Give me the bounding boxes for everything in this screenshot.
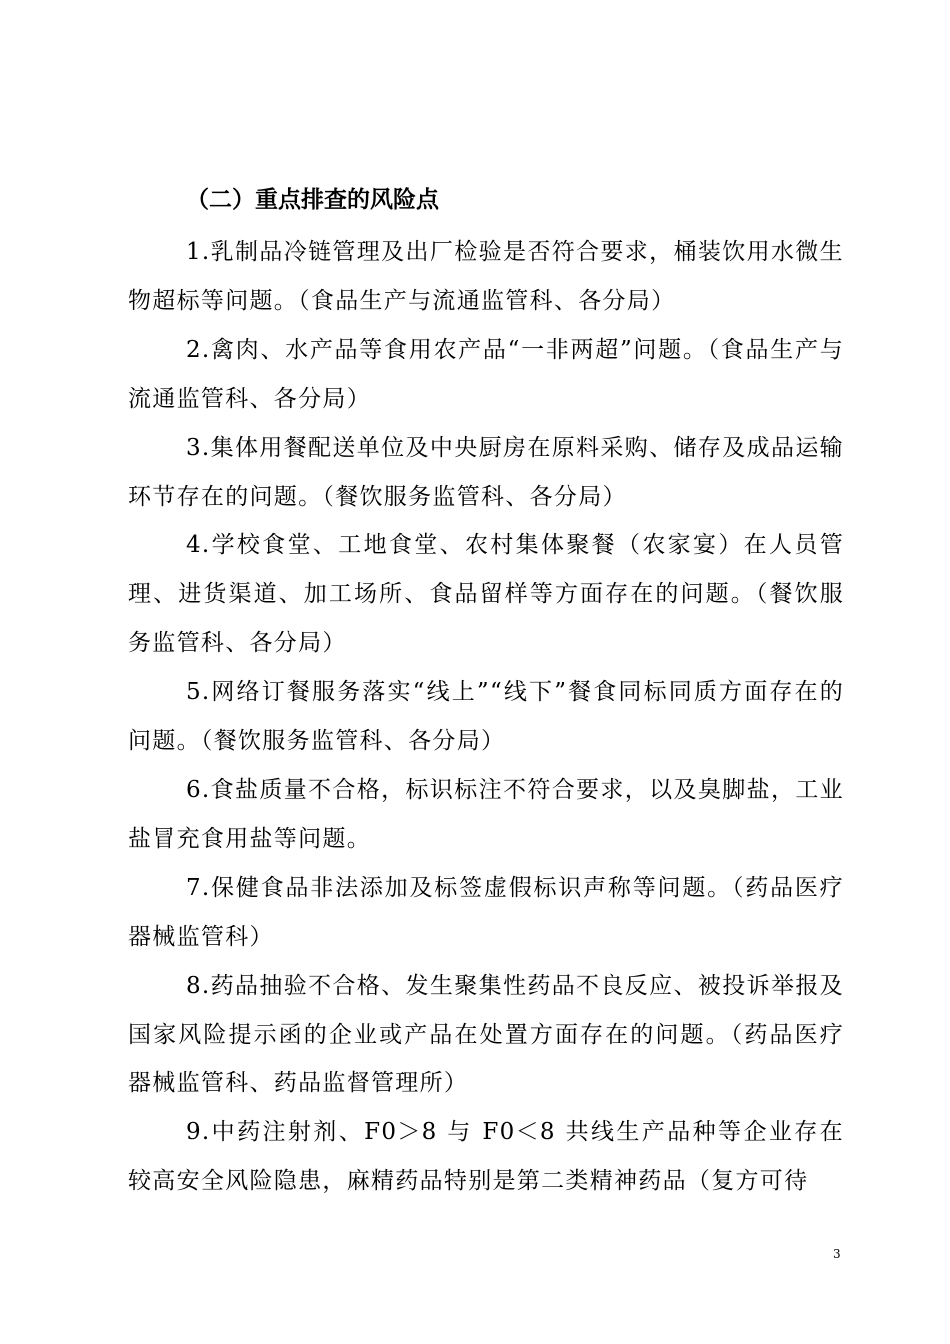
- paragraph-item-2: 2.禽肉、水产品等食用农产品“一非两超”问题。（食品生产与流通监管科、各分局）: [128, 336, 844, 412]
- body-text: [128, 228, 844, 1206]
- paragraph-item-1: 1.乳制品冷链管理及出厂检验是否符合要求，桶装饮用水微生物超标等问题。（食品生产与流通监管科、各分局）: [128, 239, 844, 314]
- paragraph-item-7: 7.保健食品非法添加及标签虚假标识声称等问题。（药品医疗器械监管科）: [128, 874, 844, 950]
- paragraph-item-8: 8.药品抽验不合格、发生聚集性药品不良反应、被投诉举报及国家风险提示函的企业或产品在处置方面存在的问题。（药品医疗器械监管科、药品监督管理所）: [128, 972, 844, 1097]
- page-number: 3: [833, 1247, 841, 1261]
- paragraph-item-9: 9.中药注射剂、F0＞8 与 F0＜8 共线生产品种等企业存在较高安全风险隐患，麻精药品特别是第二类精神药品（复方可待: [128, 1119, 844, 1195]
- paragraph-item-3: 3.集体用餐配送单位及中央厨房在原料采购、储存及成品运输环节存在的问题。（餐饮服务监管科、各分局）: [128, 434, 844, 510]
- section-heading: （二）重点排查的风险点: [186, 186, 439, 213]
- paragraph-item-4: 4.学校食堂、工地食堂、农村集体聚餐（农家宴）在人员管理、进货渠道、加工场所、食品留样等方面存在的问题。（餐饮服务监管科、各分局）: [128, 532, 844, 657]
- paragraph-item-5: 5.网络订餐服务落实“线上”“线下”餐食同标同质方面存在的问题。（餐饮服务监管科、各分局）: [128, 679, 844, 755]
- paragraph-item-6: 6.食盐质量不合格，标识标注不符合要求，以及臭脚盐，工业盐冒充食用盐等问题。: [128, 776, 844, 852]
